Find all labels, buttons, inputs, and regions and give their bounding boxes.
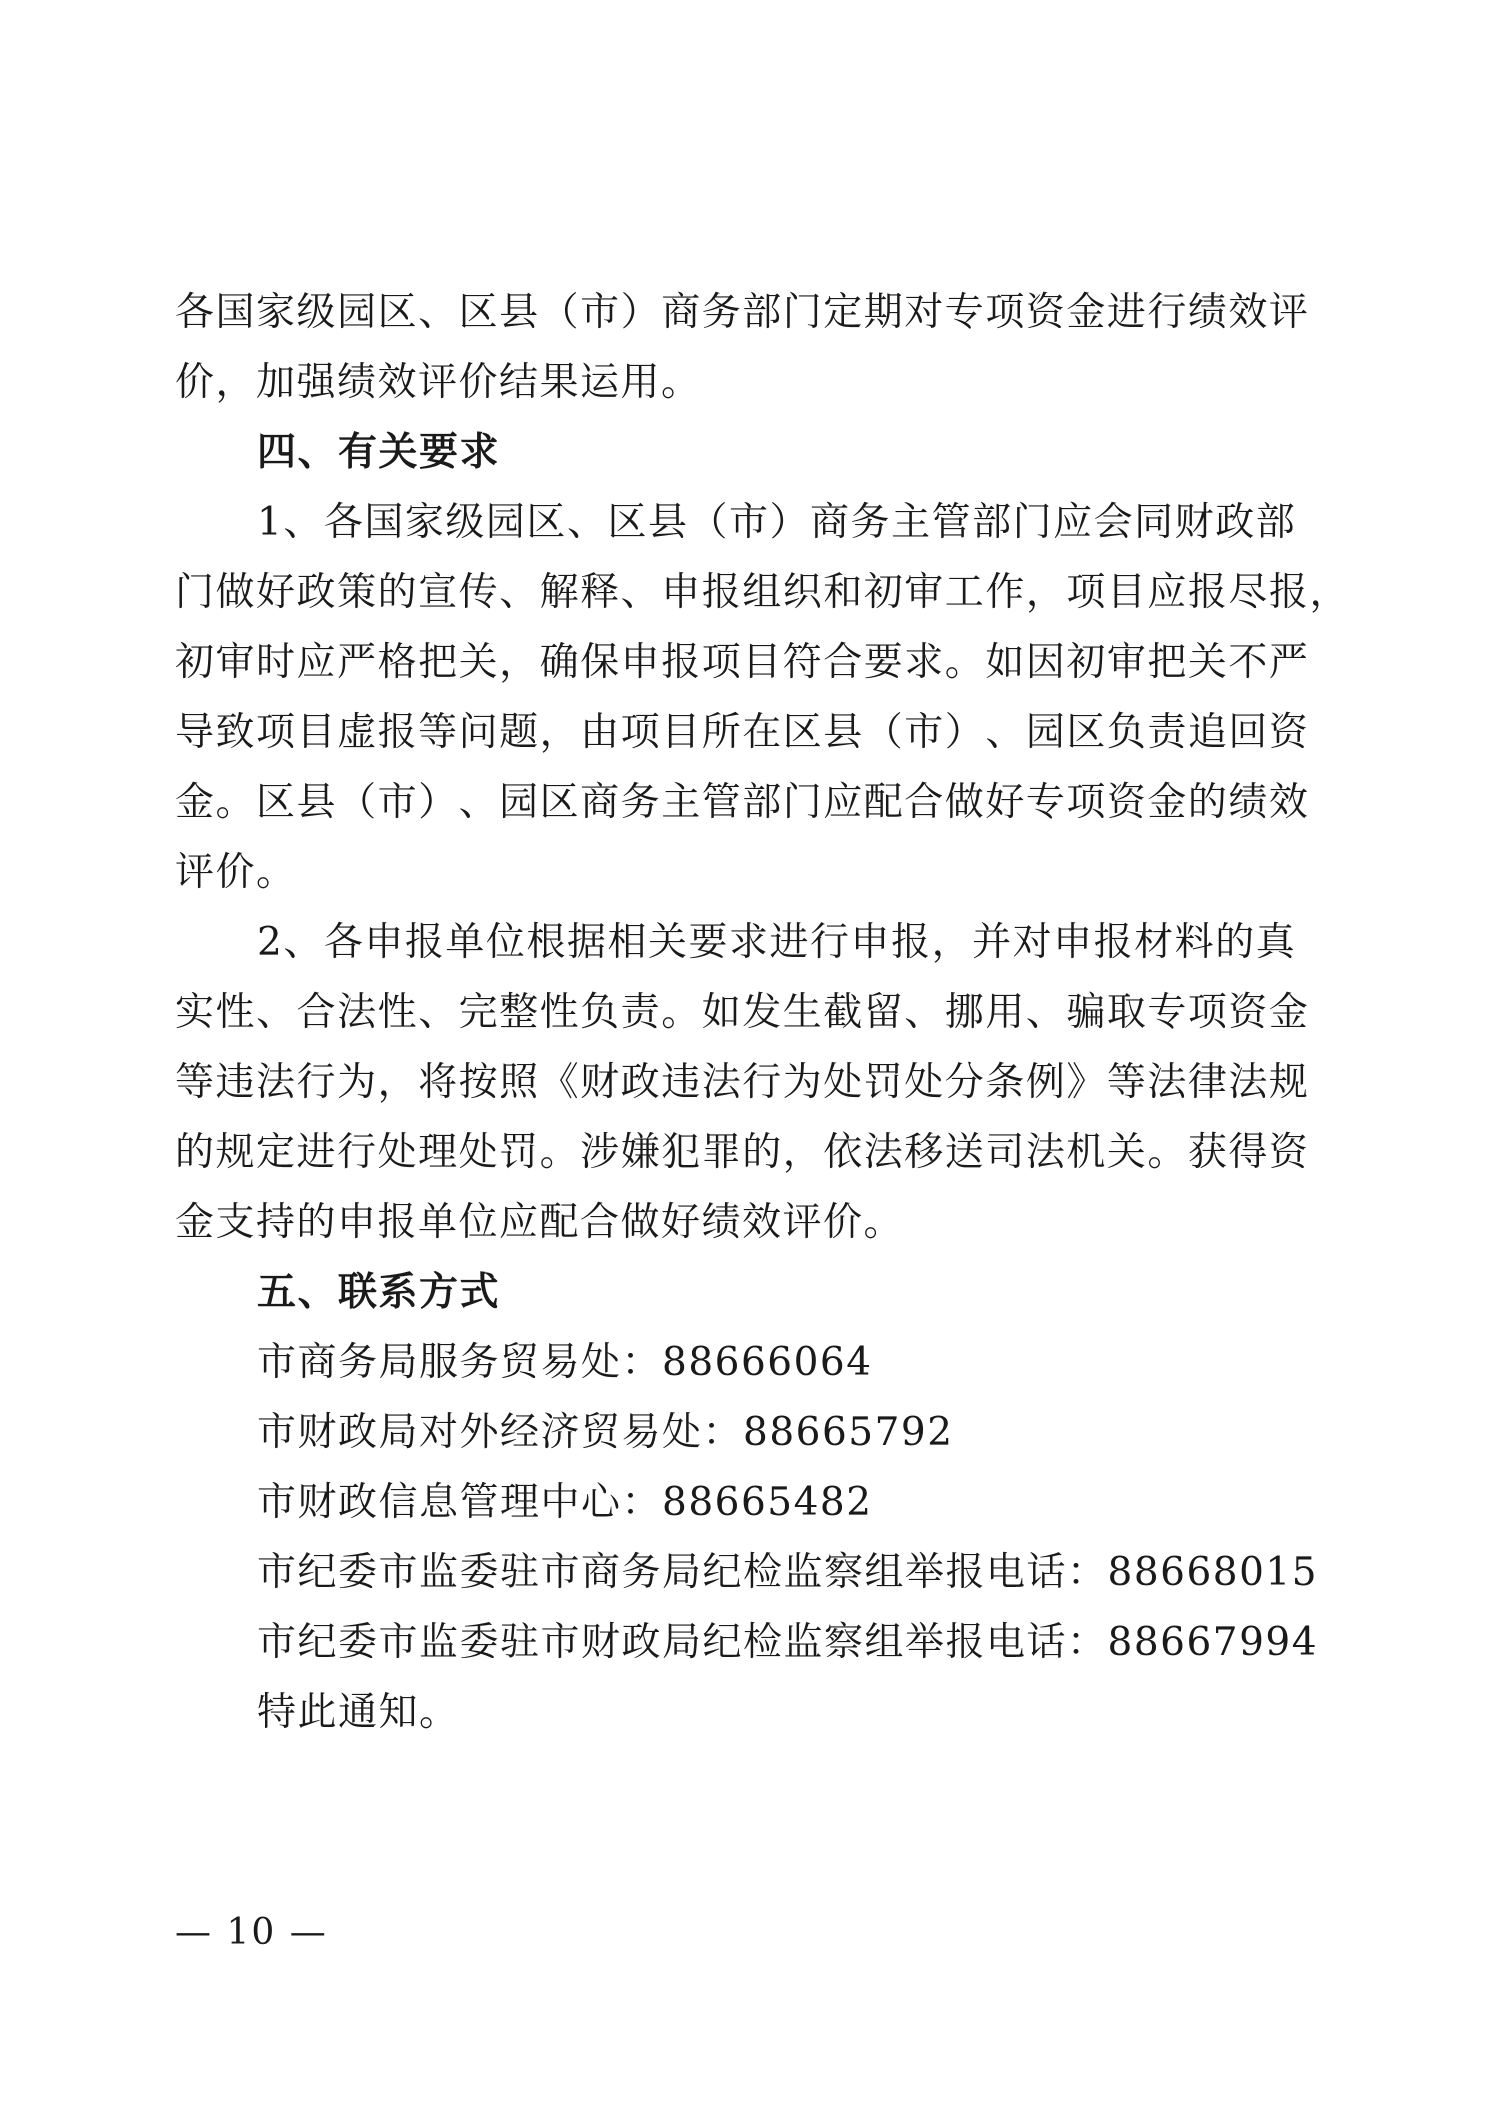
paragraph-line: 实 性 、 合 法 性 、 完 整 性 负 责 。 如 发 生 截 留 、 挪 用 、 骗 取 专 项 资 金: [175, 990, 1310, 1035]
document-body: [175, 278, 1350, 1748]
contact-line: 市财政局对外经济贸易处：88665792: [257, 1410, 954, 1455]
paragraph-line: 各 国 家 级 园 区 、 区 县 （ 市 ） 商 务 部 门 定 期 对 专 项 资 金 进 行 绩 效 评: [175, 290, 1310, 335]
paragraph-line: 金 。 区 县 （ 市 ） 、 园 区 商 务 主 管 部 门 应 配 合 做 好 专 项 资 金 的 绩 效: [175, 780, 1310, 825]
paragraph-line: 价，加强绩效评价结果运用。: [175, 360, 702, 405]
paragraph-line: 评价。: [175, 850, 297, 895]
paragraph-line: 金支持的申报单位应配合做好绩效评价。: [175, 1200, 905, 1245]
paragraph-line: 初 审 时 应 严 格 把 关 ， 确 保 申 报 项 目 符 合 要 求 。 如 因 初 审 把 关 不 严: [175, 640, 1310, 685]
page-number: — 10 —: [175, 1912, 328, 1953]
paragraph-line: 的 规 定 进 行 处 理 处 罚 。 涉 嫌 犯 罪 的 ， 依 法 移 送 司 法 机 关 。 获 得 资: [175, 1130, 1310, 1175]
contact-line: 市纪委市监委驻市商务局纪检监察组举报电话：88668015: [257, 1550, 1319, 1595]
section-heading-contacts: 五、联系方式: [257, 1270, 501, 1315]
contact-line: 市财政信息管理中心：88665482: [257, 1480, 873, 1525]
paragraph-line: 导 致 项 目 虚 报 等 问 题 ， 由 项 目 所 在 区 县 （ 市 ） 、 园 区 负 责 追 回 资: [175, 710, 1310, 755]
paragraph-line: 2 、 各 申 报 单 位 根 据 相 关 要 求 进 行 申 报 ， 并 对 申 报 材 料 的 真: [257, 920, 1297, 965]
paragraph-line: 等 违 法 行 为 ， 将 按 照 《 财 政 违 法 行 为 处 罚 处 分 条 例 》 等 法 律 法 规: [175, 1060, 1310, 1105]
paragraph-line: 门 做 好 政 策 的 宣 传 、 解 释 、 申 报 组 织 和 初 审 工 作 ， 项 目 应 报 尽 报 ，: [175, 570, 1350, 615]
contact-line: 市纪委市监委驻市财政局纪检监察组举报电话：88667994: [257, 1620, 1319, 1665]
paragraph-line: 1 、 各 国 家 级 园 区 、 区 县 （ 市 ） 商 务 主 管 部 门 应 会 同 财 政 部: [257, 500, 1297, 545]
closing-text: 特此通知。: [257, 1690, 460, 1735]
contact-line: 市商务局服务贸易处：88666064: [257, 1340, 873, 1385]
section-heading-requirements: 四、有关要求: [257, 430, 501, 475]
